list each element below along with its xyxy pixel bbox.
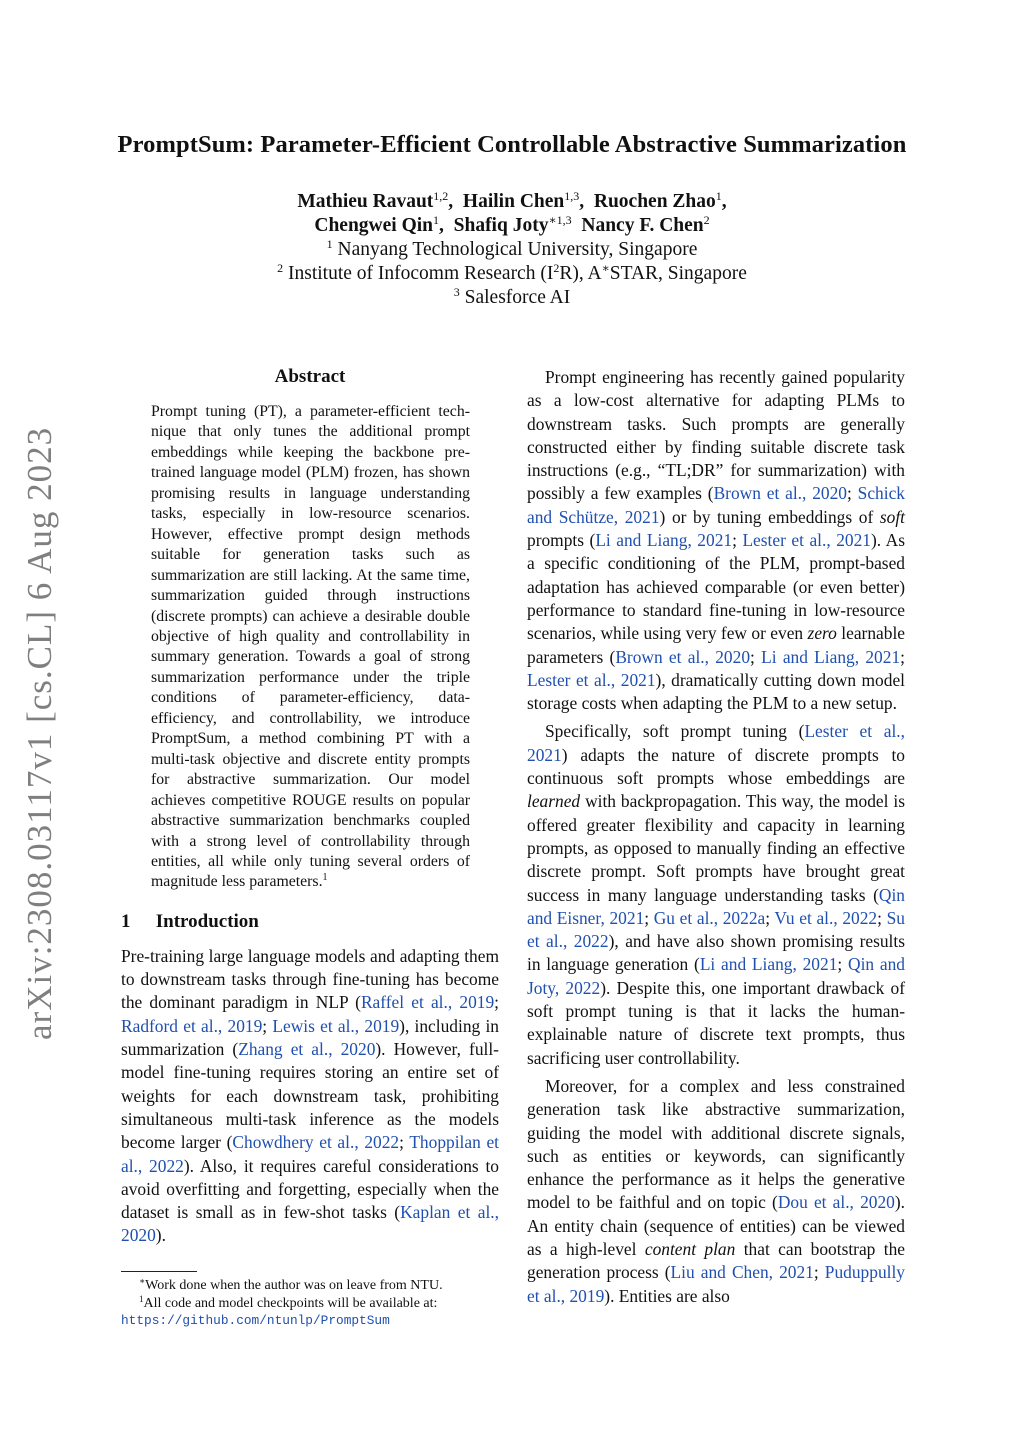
affiliation-text: Nanyang Technological University, Singapore [337, 239, 698, 260]
affiliation-sup: 2 [277, 261, 284, 275]
footnotes [121, 1271, 499, 1330]
citation-link[interactable]: Radford et al., 2019 [121, 1015, 263, 1036]
author-name: Nancy F. Chen [581, 215, 704, 236]
abstract-text [151, 402, 470, 893]
author-sup: 1,2 [433, 189, 449, 203]
footnote-mark: 1 [139, 1293, 144, 1304]
emphasis: zero [807, 623, 837, 644]
citation-link[interactable]: Li and Liang, 2021 [761, 646, 901, 667]
author-sup: 1 [715, 189, 722, 203]
author-sup: 1,3 [564, 189, 580, 203]
citation-link[interactable]: Li and Liang, 2021 [699, 954, 838, 975]
citation-link[interactable]: Puduppully et al., 2019 [527, 1262, 905, 1306]
arxiv-stamp: arXiv:2308.03117v1 [cs.CL] 6 Aug 2023 [20, 426, 59, 1040]
affiliation-2 [0, 262, 1024, 286]
affiliation-text: Salesforce AI [464, 287, 571, 308]
emphasis: content plan [644, 1238, 736, 1259]
abstract-body: Prompt tuning (PT), a parameter-efficient technique that only tunes the additional prompt embeddings while keeping the backbone pretrained language model (PLM) frozen, has shown promising results in language understanding tasks, especially in low-resource scenarios. However, effective prompt design methods suitable for generation tasks such as summarization are still lacking. At the same time, summarization guided through instructions (discrete prompts) can achieve a desirable double objective of high quality and controllability in summary generation. Towards a goal of strong summarization performance under the triple conditions of parameter-efficiency, data-efficiency, and controllability, we introduce PromptSum, a method combining PT with a multi-task objective and discrete entity prompts for abstractive summarization. Our model achieves competitive ROUGE results on popular abstractive summarization benchmarks coupled with a strong level of controllability through entities, all while only tuning several orders of magnitude less parameters. [151, 403, 470, 891]
affiliation-3 [0, 286, 1024, 310]
author-sup: 1 [433, 213, 439, 227]
citation-link[interactable]: Liu and Chen, 2021 [670, 1262, 814, 1283]
citation-link[interactable]: Vu et al., 2022 [774, 907, 878, 928]
emphasis: soft [879, 506, 906, 527]
affiliation-star: ∗ [601, 261, 610, 275]
footnote-mark[interactable]: 1 [322, 872, 328, 884]
citation-link[interactable]: Brown et al., 2020 [615, 646, 751, 667]
affiliation-1 [0, 238, 1024, 262]
footnote-text: Work done when the author was on leave from NTU. [145, 1278, 443, 1293]
section-number: 1 [121, 910, 131, 932]
citation-link[interactable]: Kaplan et al., 2020 [121, 1202, 499, 1246]
footnote-star [121, 1277, 499, 1295]
citation-link[interactable]: Raffel et al., 2019 [360, 992, 495, 1013]
citation-link[interactable]: Gu et al., 2022a [653, 907, 766, 928]
intro-paragraph-1: Pre-training large language models and adapting them to downstream tasks through fine-tuning has become the dominant paradigm in NLP (Raffel et al., 2019; Radford et al., 2019; Lewis et al., 2019), including in summarization (Zhang et al., 2020). However, full-model fine-tuning requires storing an entire set of weights for each downstream task, prohibiting simultaneous multi-task inference as the models become larger (Chowdhery et al., 2022; Thoppilan et al., 2022). Also, it requires careful considerations to avoid overfitting and forgetting, especially when the dataset is small as in few-shot tasks (Kaplan et al., 2020). [121, 945, 500, 1246]
affiliation-text: R), A [559, 263, 602, 284]
citation-link[interactable]: Qin and Joty, 2022 [527, 954, 905, 998]
affiliation-text: Institute of Infocomm Research (I [288, 263, 554, 284]
right-column [527, 366, 905, 1308]
right-paragraph-2: Specifically, soft prompt tuning (Lester et al., 2021) adapts the nature of discrete prompts to continuous soft prompts whose embeddings are learned with backpropagation. This way, the model is offered greater flexibility and capacity in learning prompts, as opposed to manually finding an effective discrete prompt. Soft prompts have brought great success in many language understanding tasks (Qin and Eisner, 2021; Gu et al., 2022a; Vu et al., 2022; Su et al., 2022), and have also shown promising results in language generation (Li and Liang, 2021; Qin and Joty, 2022). Despite this, one important drawback of soft prompt tuning is that it lacks the human-explainable nature of discrete text prompts, thus sacrificing user controllability. [527, 721, 905, 1068]
footnote-mark: ∗ [139, 1276, 146, 1286]
affiliation-sup: 3 [453, 285, 460, 299]
author-block [0, 190, 1024, 310]
citation-link[interactable]: Zhang et al., 2020 [238, 1039, 376, 1060]
affiliation-inline-sup: 2 [553, 261, 560, 275]
author-line-1: Mathieu Ravaut$^{1,2}$, Hailin Chen$^{1,3}$, Ruochen Zhao$^1$, [297, 189, 727, 212]
footnote-url[interactable] [121, 1312, 499, 1330]
footnote-text: All code and model checkpoints will be available at: [143, 1295, 438, 1311]
emphasis: learned [527, 791, 581, 812]
citation-link[interactable]: Dou et al., 2020 [777, 1192, 895, 1213]
author-sup: ∗1,3 [548, 213, 572, 227]
citation-link[interactable]: Lester et al., 2021 [742, 530, 871, 551]
author-name: Mathieu Ravaut [297, 191, 434, 212]
citation-link[interactable]: Thoppilan et al., 2022 [121, 1132, 500, 1176]
citation-link[interactable]: Lewis et al., 2019 [272, 1015, 400, 1036]
citation-link[interactable]: Su et al., 2022 [527, 907, 905, 952]
author-name: Ruochen Zhao [593, 191, 716, 212]
author-name: Hailin Chen [462, 191, 565, 212]
section-title: Introduction [155, 910, 259, 932]
citation-link[interactable]: Lester et al., 2021 [527, 721, 905, 765]
author-name: Shafiq Joty [453, 215, 549, 236]
affiliation-sup: 1 [326, 237, 333, 251]
citation-link[interactable]: Lester et al., 2021 [527, 669, 656, 690]
author-line-2: Chengwei Qin$^1$, Shafiq Joty$^{∗1,3}$ Nancy F. Chen$^2$ [314, 213, 710, 236]
citation-link[interactable]: Brown et al., 2020 [713, 483, 847, 504]
author-name: Chengwei Qin [314, 215, 433, 236]
author-sup: 2 [703, 213, 710, 227]
citation-link[interactable]: Li and Liang, 2021 [595, 530, 733, 551]
affiliation-text: STAR, Singapore [609, 263, 747, 284]
abstract-heading: Abstract [274, 366, 346, 387]
left-column [121, 366, 499, 1248]
citation-link[interactable]: Qin and Eisner, 2021 [527, 884, 905, 928]
right-paragraph-1: Prompt engineering has recently gained popularity as a low-cost alternative for adapting PLMs to downstream tasks. Such prompts are generally constructed either by finding suitable discrete task instructions (e.g., “TL;DR” for summarization) with possibly a few examples (Brown et al., 2020; Schick and Schütze, 2021) or by tuning embeddings of soft prompts (Li and Liang, 2021; Lester et al., 2021). As a specific conditioning of the PLM, prompt-based adaptation has achieved comparable (or even better) performance to standard fine-tuning in low-resource scenarios, while using very few or even zero learnable parameters (Brown et al., 2020; Li and Liang, 2021; Lester et al., 2021), dramatically cutting down model storage costs when adapting the PLM to a new setup. [527, 367, 906, 714]
footnote-rule [121, 1271, 197, 1272]
right-paragraph-3: Moreover, for a complex and less constrained generation task like abstractive summarization, guiding the model with additional discrete signals, such as entities or keywords, can significantly enhance the performance as it helps the generative model to be faithful and on topic (Dou et al., 2020). An entity chain (sequence of entities) can be viewed as a high-level content plan that can bootstrap the generation process (Liu and Chen, 2021; Puduppully et al., 2019). Entities are also [527, 1075, 905, 1306]
footnote-1 [121, 1295, 499, 1313]
citation-link[interactable]: Schick and Schütze, 2021 [527, 483, 905, 527]
citation-link[interactable]: Chowdhery et al., 2022 [232, 1132, 400, 1153]
github-link[interactable]: https://github.com/ntunlp/PromptSum [121, 1313, 390, 1328]
paper-title: PromptSum: Parameter-Efficient Controllable Abstractive Summarization [117, 131, 907, 158]
section-heading-introduction [121, 911, 499, 933]
